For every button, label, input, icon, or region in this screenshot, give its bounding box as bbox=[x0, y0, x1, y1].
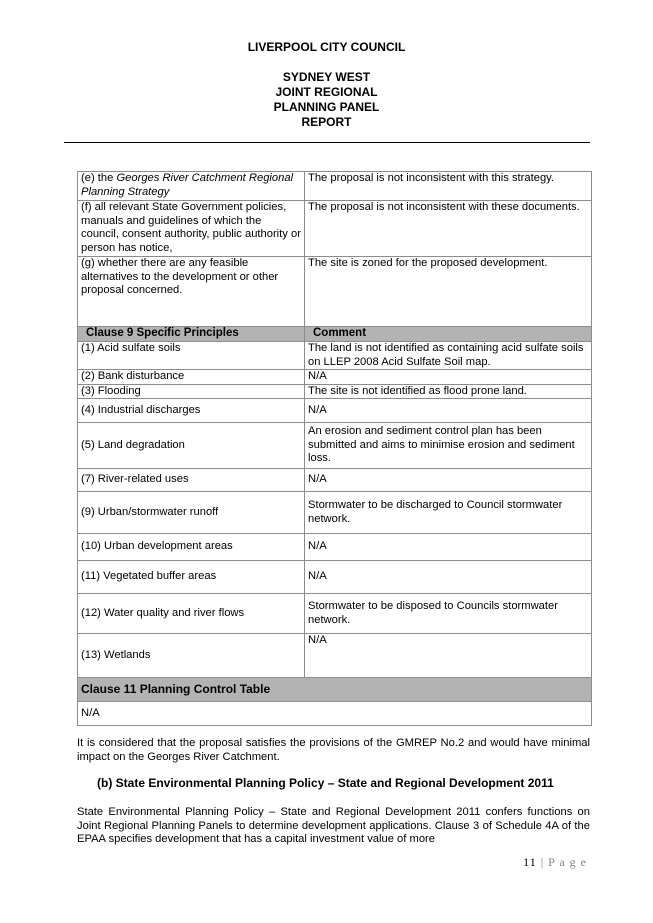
table-row bbox=[78, 257, 592, 327]
table-row bbox=[78, 342, 592, 370]
panel-title-line-4: REPORT bbox=[301, 115, 352, 129]
page-word: P a g e bbox=[548, 855, 587, 869]
table-row bbox=[78, 399, 592, 423]
principle-comment: N/A bbox=[305, 370, 592, 385]
table-row bbox=[78, 423, 592, 469]
council-name: LIVERPOOL CITY COUNCIL bbox=[247, 40, 406, 54]
clause11-header-row bbox=[78, 678, 592, 702]
panel-title-line-3: PLANNING PANEL bbox=[273, 100, 380, 114]
panel-title-line-1: SYDNEY WEST bbox=[282, 70, 371, 84]
principle-comment: The site is not identified as flood prone land. bbox=[305, 384, 592, 399]
table-row bbox=[78, 634, 592, 678]
footer-separator: | bbox=[536, 855, 549, 869]
clause9-header-row bbox=[78, 327, 592, 342]
principle-label: (11) Vegetated buffer areas bbox=[78, 561, 305, 594]
principle-comment: The land is not identified as containing acid sulfate soils on LLEP 2008 Acid Sulfate Soil map. bbox=[305, 342, 592, 370]
page-footer bbox=[523, 855, 587, 870]
table-row bbox=[78, 561, 592, 594]
sepp-paragraph: State Environmental Planning Policy – State and Regional Development 2011 confers functions on Joint Regional Planning Panels to determine development applications. Clause 3 of Schedule 4A of the EPAA specifies development that has a capital investment value of more bbox=[77, 806, 590, 845]
principle-comment: N/A bbox=[305, 399, 592, 423]
clause-f-comment: The proposal is not inconsistent with these documents. bbox=[305, 201, 592, 257]
principle-comment: An erosion and sediment control plan has been submitted and aims to minimise erosion and sediment loss. bbox=[305, 423, 592, 469]
clause-e-comment: The proposal is not inconsistent with this strategy. bbox=[305, 172, 592, 201]
table-row bbox=[78, 594, 592, 634]
principle-comment: N/A bbox=[305, 534, 592, 561]
table-row bbox=[78, 492, 592, 534]
principle-label: (3) Flooding bbox=[78, 384, 305, 399]
principle-comment: N/A bbox=[305, 561, 592, 594]
principle-label: (1) Acid sulfate soils bbox=[78, 342, 305, 370]
principle-label: (4) Industrial discharges bbox=[78, 399, 305, 423]
clause-table bbox=[77, 171, 592, 726]
clause-g-comment: The site is zoned for the proposed development. bbox=[305, 257, 592, 327]
table-row bbox=[78, 201, 592, 257]
principle-label: (12) Water quality and river flows bbox=[78, 594, 305, 634]
table-row bbox=[78, 384, 592, 399]
principle-label: (9) Urban/stormwater runoff bbox=[78, 492, 305, 534]
table-row bbox=[78, 534, 592, 561]
principle-label: (10) Urban development areas bbox=[78, 534, 305, 561]
principle-comment: Stormwater to be disposed to Councils stormwater network. bbox=[305, 594, 592, 634]
page-number: 11 bbox=[523, 855, 537, 869]
principle-label: (7) River-related uses bbox=[78, 469, 305, 492]
clause11-heading: Clause 11 Planning Control Table bbox=[78, 678, 592, 702]
table-row bbox=[78, 172, 592, 201]
clause11-value: N/A bbox=[78, 702, 592, 726]
clause-f-label: (f) all relevant State Government policies, manuals and guidelines of which the council, consent authority, public authority or person has notice, bbox=[78, 201, 305, 257]
principle-label: (2) Bank disturbance bbox=[78, 370, 305, 385]
principle-comment: N/A bbox=[305, 634, 592, 678]
principle-label: (13) Wetlands bbox=[78, 634, 305, 678]
principle-comment: N/A bbox=[305, 469, 592, 492]
table-row bbox=[78, 370, 592, 385]
clause-e-label: (e) the Georges River Catchment Regional Planning Strategy bbox=[78, 172, 305, 201]
table-row bbox=[78, 469, 592, 492]
clause-g-label: (g) whether there are any feasible alternatives to the development or other proposal concerned. bbox=[78, 257, 305, 327]
section-b-heading: (b) State Environmental Planning Policy – State and Regional Development 2011 bbox=[97, 776, 554, 790]
header-rule bbox=[64, 142, 590, 143]
comment-heading: Comment bbox=[305, 327, 592, 342]
principle-comment: Stormwater to be discharged to Council stormwater network. bbox=[305, 492, 592, 534]
table-row bbox=[78, 702, 592, 726]
principle-label: (5) Land degradation bbox=[78, 423, 305, 469]
clause9-heading: Clause 9 Specific Principles bbox=[78, 327, 305, 342]
conclusion-paragraph: It is considered that the proposal satisfies the provisions of the GMREP No.2 and would have minimal impact on the Georges River Catchment. bbox=[77, 737, 590, 763]
panel-title-line-2: JOINT REGIONAL bbox=[275, 85, 378, 99]
